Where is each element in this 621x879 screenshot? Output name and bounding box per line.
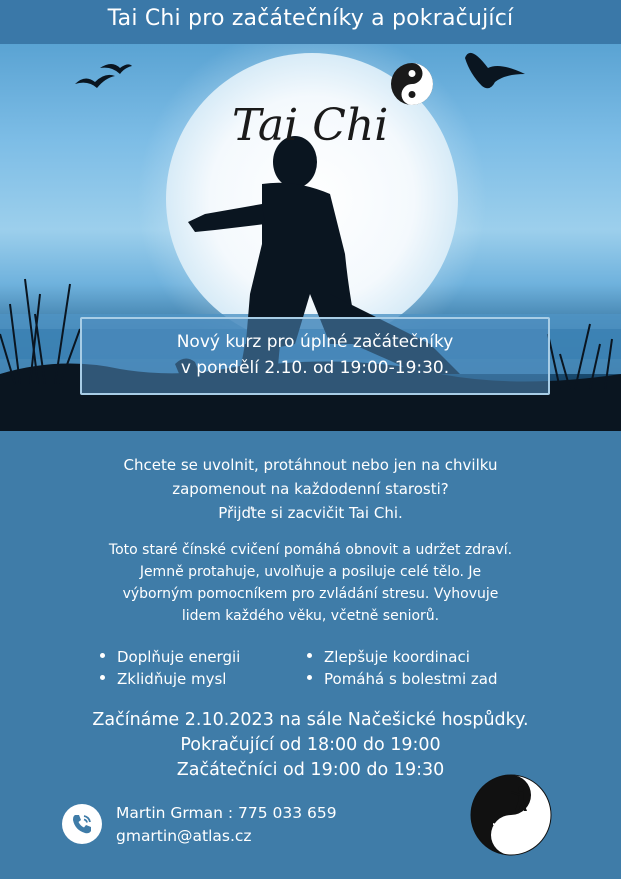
yin-yang-emblem-icon	[470, 774, 552, 856]
intro-line-2: zapomenout na každodenní starosti?	[172, 480, 449, 498]
course-announcement-box	[80, 317, 550, 395]
intro-line-3: Přijďte si zacvičit Tai Chi.	[218, 504, 403, 522]
list-item: Pomáhá s bolestmi zad	[307, 670, 497, 688]
about-line-4: lidem každého věku, včetně seniorů.	[181, 608, 440, 624]
about-line-1: Toto staré čínské cvičení pomáhá obnovit a udržet zdraví.	[108, 542, 513, 558]
schedule-beginners: Začátečníci od 19:00 do 19:30	[176, 760, 445, 780]
page-title: Tai Chi pro začátečníky a pokračující	[107, 6, 514, 31]
announcement-line-2: v pondělí 2.10. od 19:00-19:30.	[180, 358, 450, 378]
contact-email[interactable]: gmartin@atlas.cz	[116, 827, 252, 845]
contact-name-phone: Martin Grman : 775 033 659	[116, 804, 337, 822]
announcement-line-1: Nový kurz pro úplné začátečníky	[176, 332, 454, 352]
schedule-start: Začínáme 2.10.2023 na sále Načešické hospůdky.	[92, 710, 529, 730]
list-item: Zklidňuje mysl	[100, 670, 226, 688]
yin-yang-logo-icon	[391, 63, 433, 105]
logo-text: Tai Chi	[232, 100, 389, 151]
intro-line-1: Chcete se uvolnit, protáhnout nebo jen na chvilku	[123, 456, 498, 474]
list-item: Doplňuje energii	[100, 648, 240, 666]
list-item: Zlepšuje koordinaci	[307, 648, 470, 666]
phone-icon	[62, 804, 102, 844]
about-line-2: Jemně protahuje, uvolňuje a posiluje celé tělo. Je	[139, 564, 482, 580]
hero-image	[0, 44, 621, 431]
header-band	[0, 0, 621, 44]
about-line-3: výborným pomocníkem pro zvládání stresu. Vyhovuje	[122, 586, 499, 602]
schedule-advanced: Pokračující od 18:00 do 19:00	[180, 735, 441, 755]
